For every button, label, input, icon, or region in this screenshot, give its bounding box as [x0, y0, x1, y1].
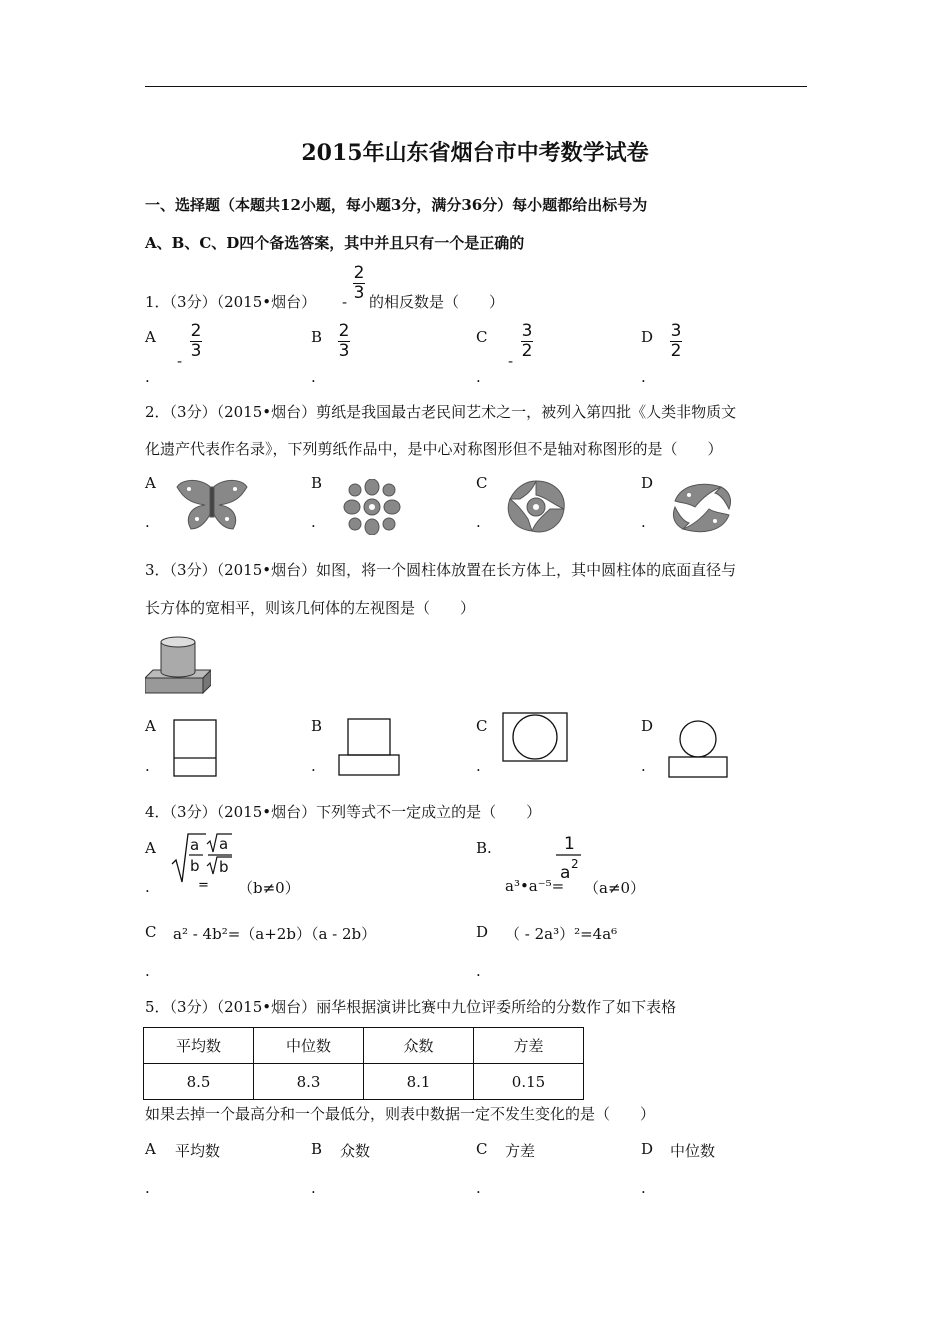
q1-option-d-dot: . — [641, 368, 646, 386]
q3-option-a-letter[interactable]: A — [145, 717, 156, 735]
q5-stem: 5．（3分）（2015•烟台）丽华根据演讲比赛中九位评委所给的分数作了如下表格 — [145, 998, 677, 1016]
q5-option-a-dot: . — [145, 1179, 150, 1197]
q2-option-d-dot: . — [641, 513, 646, 531]
statistics-table — [143, 1027, 584, 1100]
q1-option-a-fraction — [190, 323, 202, 360]
q3-line2: 长方体的宽相平，则该几何体的左视图是（ ） — [145, 599, 476, 617]
table-header-cell: 平均数 — [144, 1028, 254, 1064]
q2-line1: 2．（3分）（2015•烟台）剪纸是我国最古老民间艺术之一，被列入第四批《人类非物质文 — [145, 403, 737, 421]
table-header-row — [144, 1028, 584, 1064]
svg-text:a: a — [219, 835, 229, 853]
q1-option-a-num: 2 — [190, 321, 202, 341]
q1-option-d-letter[interactable]: D — [641, 328, 654, 346]
q4-stem: 4．（3分）（2015•烟台）下列等式不一定成立的是（ ） — [145, 803, 542, 821]
q1-den: 3 — [353, 283, 365, 303]
q1-option-b-num: 2 — [338, 321, 350, 341]
q1-option-d-den: 2 — [670, 341, 682, 361]
q3-option-b-dot: . — [311, 757, 316, 775]
q1-option-a-den: 3 — [190, 341, 202, 361]
q3-option-a-dot: . — [145, 757, 150, 775]
q4-option-c-dot: . — [145, 962, 150, 980]
table-cell: 8.3 — [254, 1064, 364, 1100]
q1-option-c-fraction — [521, 323, 533, 360]
q2-option-c-letter[interactable]: C — [476, 474, 488, 492]
table-cell: 8.1 — [364, 1064, 474, 1100]
q1-option-b-fraction — [338, 323, 350, 360]
q5-option-d-letter[interactable]: D — [641, 1140, 654, 1158]
header-rule — [145, 86, 807, 87]
view-rectangle-split-shape — [173, 719, 219, 779]
q5-option-c-dot: . — [476, 1179, 481, 1197]
q3-option-b-letter[interactable]: B — [311, 717, 323, 735]
q2-option-b-letter[interactable]: B — [311, 474, 323, 492]
twin-fish-papercut-icon — [671, 481, 733, 535]
q4-option-b-condition: （a≠0） — [584, 879, 646, 897]
cylinder-on-cuboid-figure — [145, 634, 211, 694]
q2-option-c-dot: . — [476, 513, 481, 531]
q4-option-d-expression: （ - 2a³）²=4a⁶ — [505, 925, 618, 943]
q5-option-b-text: 众数 — [340, 1142, 371, 1160]
table-row — [144, 1064, 584, 1100]
q5-option-c-text: 方差 — [505, 1142, 536, 1160]
flower-papercut-icon — [343, 479, 401, 535]
q5-option-c-letter[interactable]: C — [476, 1140, 488, 1158]
q5-question: 如果去掉一个最高分和一个最低分，则表中数据一定不发生变化的是（ ） — [145, 1105, 656, 1123]
svg-text:a: a — [190, 836, 200, 854]
q1-option-c-sign: - — [508, 352, 514, 370]
q3-option-c-dot: . — [476, 757, 481, 775]
q1-option-c-letter[interactable]: C — [476, 328, 488, 346]
q4-option-b-fraction — [553, 832, 585, 882]
table-header-cell: 中位数 — [254, 1028, 364, 1064]
page-title: 2015年山东省烟台市中考数学试卷 — [301, 140, 649, 166]
q3-option-d-dot: . — [641, 757, 646, 775]
q5-option-d-dot: . — [641, 1179, 646, 1197]
view-circle-in-rectangle-shape — [502, 712, 570, 764]
view-circle-on-rectangle-shape — [668, 720, 730, 780]
q1-option-d-fraction — [670, 323, 682, 360]
q1-option-a-dot: . — [145, 368, 150, 386]
table-header-cell: 众数 — [364, 1028, 474, 1064]
q2-line2: 化遗产代表作名录》，下列剪纸作品中，是中心对称图形但不是轴对称图形的是（ ） — [145, 440, 723, 458]
svg-text:1: 1 — [564, 834, 575, 854]
q1-option-b-dot: . — [311, 368, 316, 386]
q1-option-c-den: 2 — [521, 341, 533, 361]
q1-option-b-letter[interactable]: B — [311, 328, 323, 346]
q5-option-d-text: 中位数 — [670, 1142, 716, 1160]
q1-option-c-num: 3 — [521, 321, 533, 341]
q4-option-d-letter[interactable]: D — [476, 923, 489, 941]
q5-option-b-letter[interactable]: B — [311, 1140, 323, 1158]
svg-text:b: b — [190, 857, 200, 875]
table-cell: 8.5 — [144, 1064, 254, 1100]
table-cell: 0.15 — [474, 1064, 584, 1100]
q3-option-d-letter[interactable]: D — [641, 717, 654, 735]
q1-minus: - — [342, 293, 348, 311]
q4-option-b-letter[interactable]: B. — [476, 839, 492, 857]
q3-option-c-letter[interactable]: C — [476, 717, 488, 735]
q5-option-b-dot: . — [311, 1179, 316, 1197]
q5-option-a-text: 平均数 — [175, 1142, 221, 1160]
fish-circle-papercut-icon — [504, 479, 568, 535]
q1-fraction — [353, 265, 365, 302]
q2-option-a-letter[interactable]: A — [145, 474, 156, 492]
butterfly-papercut-icon — [175, 479, 249, 533]
q4-option-b-expression: a³•a⁻⁵= — [505, 877, 565, 895]
q4-option-c-letter[interactable]: C — [145, 923, 157, 941]
section-heading-line2: A、B、C、D四个备选答案，其中并且只有一个是正确的 — [145, 234, 525, 252]
q2-option-a-dot: . — [145, 513, 150, 531]
svg-text:=: = — [198, 878, 209, 892]
q4-option-c-expression: a² - 4b²=（a+2b）（a - 2b） — [173, 925, 377, 943]
q4-option-a-condition: （b≠0） — [238, 879, 300, 897]
q4-option-a-dot: . — [145, 878, 150, 896]
q1-option-b-den: 3 — [338, 341, 350, 361]
q1-option-d-num: 3 — [670, 321, 682, 341]
q4-option-d-dot: . — [476, 962, 481, 980]
q4-option-a-formula — [170, 830, 240, 892]
view-stacked-rectangles-shape — [338, 718, 402, 778]
svg-text:2: 2 — [571, 857, 579, 871]
svg-text:a: a — [560, 863, 571, 882]
q1-suffix: 的相反数是（ ） — [369, 293, 505, 311]
q4-option-a-letter[interactable]: A — [145, 839, 156, 857]
q2-option-d-letter[interactable]: D — [641, 474, 654, 492]
section-heading-line1: 一、选择题（本题共12小题，每小题3分，满分36分）每小题都给出标号为 — [145, 196, 648, 214]
q1-option-a-sign: - — [177, 352, 183, 370]
svg-text:b: b — [219, 858, 229, 876]
q1-prefix: 1．（3分）（2015•烟台） — [145, 293, 317, 311]
table-header-cell: 方差 — [474, 1028, 584, 1064]
q1-option-c-dot: . — [476, 368, 481, 386]
q1-num: 2 — [353, 263, 365, 283]
q5-option-a-letter[interactable]: A — [145, 1140, 156, 1158]
q1-option-a-letter[interactable]: A — [145, 328, 156, 346]
q2-option-b-dot: . — [311, 513, 316, 531]
q3-line1: 3．（3分）（2015•烟台）如图，将一个圆柱体放置在长方体上，其中圆柱体的底面直径与 — [145, 561, 737, 579]
